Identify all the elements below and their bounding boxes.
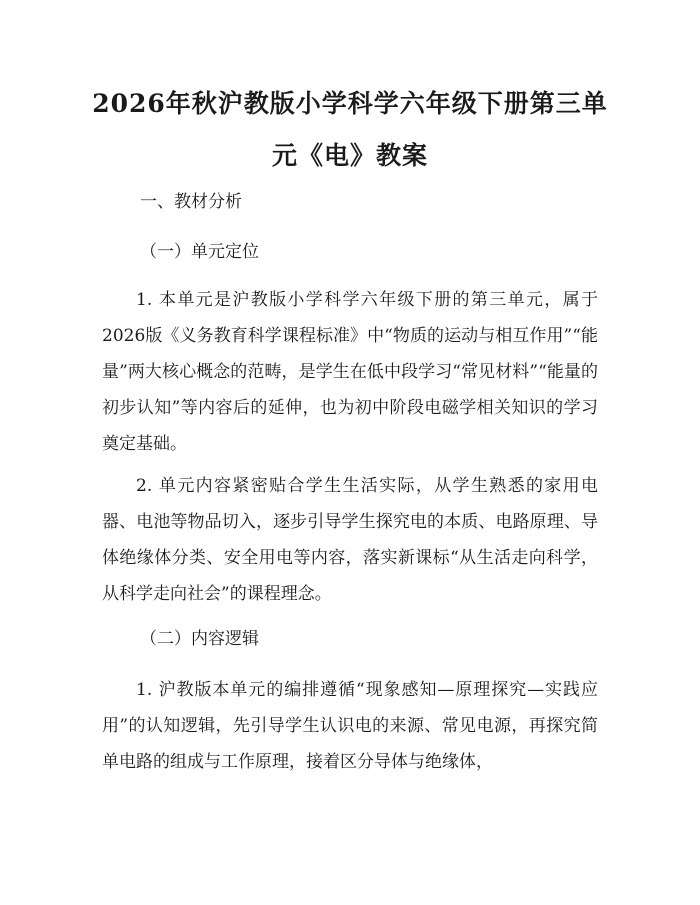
section-heading: 一、教材分析 xyxy=(140,192,242,212)
paragraph: 1. 沪教版本单元的编排遵循“现象感知—原理探究—实践应用”的认知逻辑，先引导学生认识电的来源、常见电源，再探究简单电路的组成与工作原理，接着区分导体与绝缘体， xyxy=(102,680,598,772)
subsection-heading: （一）单元定位 xyxy=(140,242,259,262)
paragraph: 1. 本单元是沪教版小学科学六年级下册的第三单元，属于2026版《义务教育科学课程标准》中“物质的运动与相互作用”“能量”两大核心概念的范畴，是学生在低中段学习“常见材料”“能量的初步认知”等内容后的延伸，也为初中阶段电磁学相关知识的学习奠定基础。 xyxy=(102,290,598,454)
subsection-heading: （二）内容逻辑 xyxy=(140,629,259,649)
document-title: 2026年秋沪教版小学科学六年级下册第三单元《电》教案 xyxy=(92,89,608,170)
paragraph: 2. 单元内容紧密贴合学生生活实际，从学生熟悉的家用电器、电池等物品切入，逐步引导学生探究电的本质、电路原理、导体绝缘体分类、安全用电等内容，落实新课标“从生活走向科学，从科学走向社会”的课程理念。 xyxy=(102,476,598,604)
